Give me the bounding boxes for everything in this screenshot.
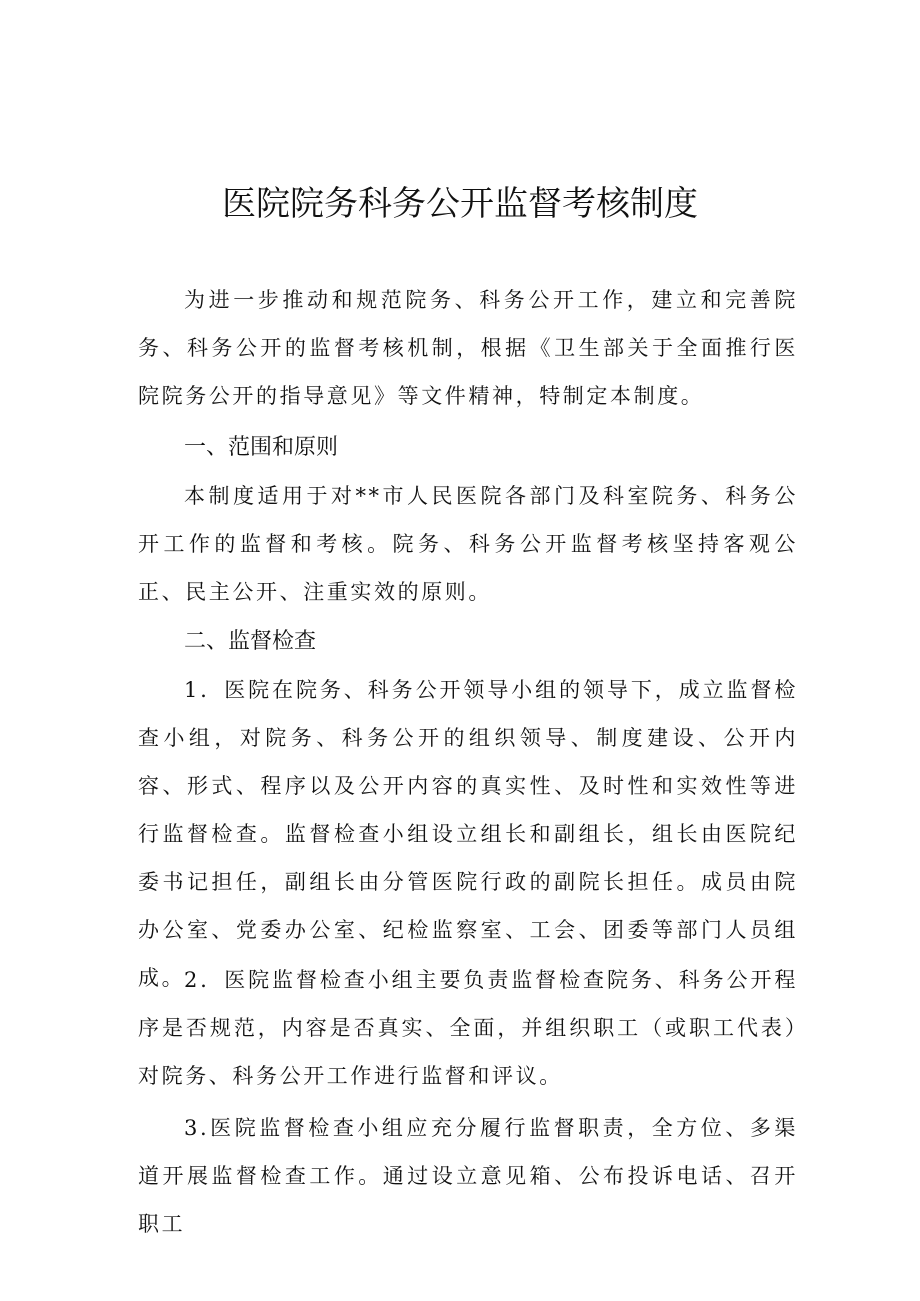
- supervision-item-1: 1．医院在院务、科务公开领导小组的领导下，成立监督检查小组，对院务、科务公开的组织领导、制度建设、公开内容、形式、程序以及公开内容的真实性、及时性和实效性等进行监督检查。监督检查小组设立组长和副组长，组长由医院纪委书记担任，副组长由分管医院行政的副院长担任。成员由院办公室、党委办公室、纪检监察室、工会、团委等部门人员组成。: [138, 678, 798, 990]
- scope-paragraph: 本制度适用于对**市人民医院各部门及科室院务、科务公开工作的监督和考核。院务、科务公开监督考核坚持客观公正、民主公开、注重实效的原则。: [138, 484, 798, 604]
- section-heading-supervision: 二、监督检查: [184, 629, 317, 654]
- intro-paragraph: 为进一步推动和规范院务、科务公开工作，建立和完善院务、科务公开的监督考核机制，根据《卫生部关于全面推行医院院务公开的指导意见》等文件精神，特制定本制度。: [138, 288, 798, 408]
- section-heading-scope: 一、范围和原则: [184, 435, 339, 460]
- supervision-item-2: 2．医院监督检查小组主要负责监督检查院务、科务公开程序是否规范，内容是否真实、全面，并组织职工（或职工代表）对院务、科务公开工作进行监督和评议。: [138, 968, 798, 1088]
- document-title: 医院院务科务公开监督考核制度: [222, 184, 698, 224]
- supervision-item-3: 3.医院监督检查小组应充分履行监督职责，全方位、多渠道开展监督检查工作。通过设立意见箱、公布投诉电话、召开职工: [138, 1116, 798, 1236]
